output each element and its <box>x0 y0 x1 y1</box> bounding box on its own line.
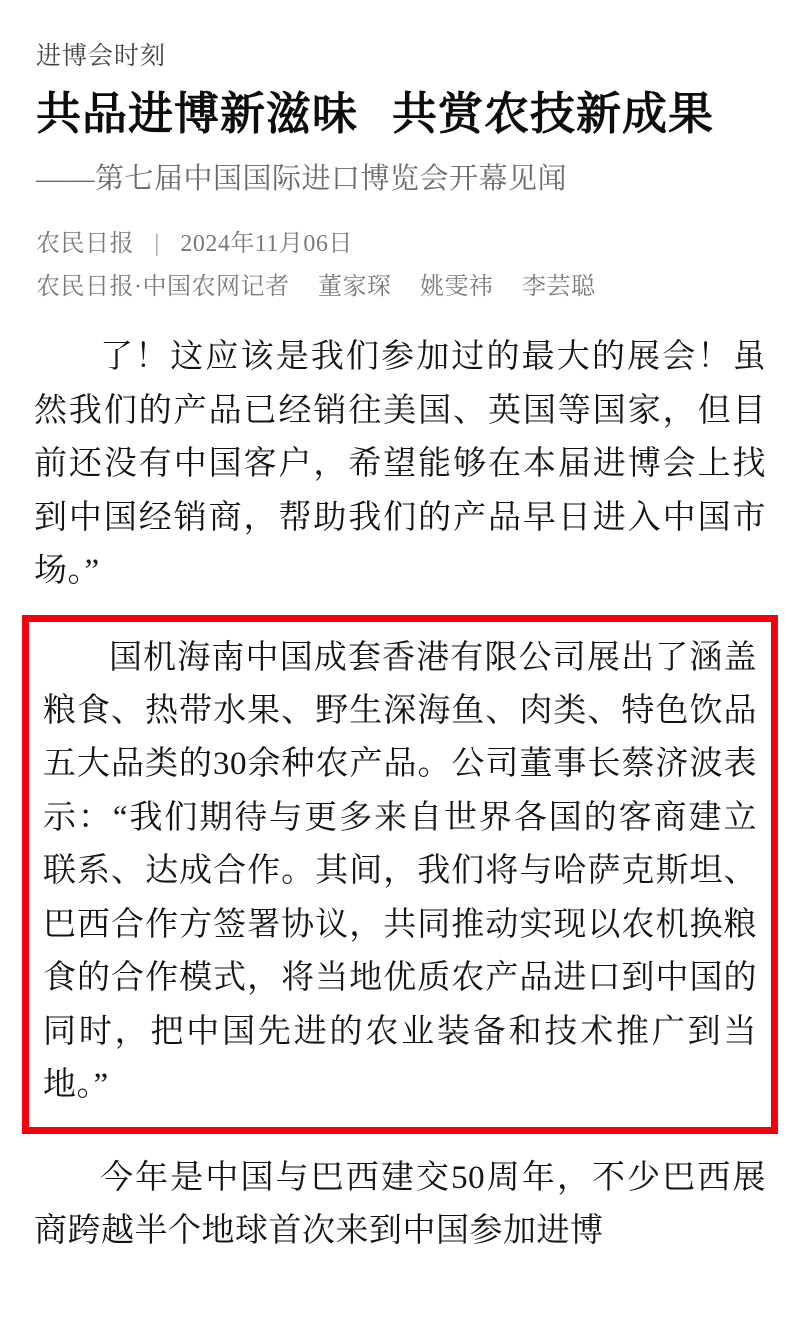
paragraph-2: 国机海南中国成套香港有限公司展出了涵盖粮食、热带水果、野生深海鱼、肉类、特色饮品五大品类的30余种农产品。公司董事长蔡济波表示：“我们期待与更多来自世界各国的客商建立联系、达成合作。其间，我们将与哈萨克斯坦、巴西合作方签署协议，共同推动实现以农机换粮食的合作模式，将当地优质农产品进口到中国的同时，把中国先进的农业装备和技术推广到当地。” <box>43 639 757 1104</box>
author-1: 董家琛 <box>318 274 392 301</box>
paragraph-3: 今年是中国与巴西建交50周年，不少巴西展商跨越半个地球首次来到中国参加进博 <box>34 1159 766 1250</box>
article-kicker: 进博会时刻 <box>36 43 167 70</box>
page-title <box>36 86 766 142</box>
article-date: 2024年11月06日 <box>180 231 353 258</box>
article-subhead: ——第七届中国国际进口博览会开幕见闻 <box>36 163 568 196</box>
byline-source: 农民日报·中国农网记者 <box>36 274 290 301</box>
headline-part-2: 共赏农技新成果 <box>392 89 715 139</box>
meta-separator: | <box>154 231 160 258</box>
author-2: 姚雯祎 <box>420 274 494 301</box>
paragraph-1: 了！这应该是我们参加过的最大的展会！虽然我们的产品已经销往美国、英国等国家，但目前还没有中国客户，希望能够在本届进博会上找到中国经销商，帮助我们的产品早日进入中国市场。” <box>34 339 766 590</box>
highlighted-paragraph-box <box>22 615 778 1134</box>
article-source: 农民日报 <box>36 231 134 258</box>
article-meta <box>36 223 766 258</box>
headline-part-1: 共品进博新滋味 <box>36 89 359 139</box>
byline <box>36 266 766 301</box>
author-3: 李芸聪 <box>522 274 596 301</box>
